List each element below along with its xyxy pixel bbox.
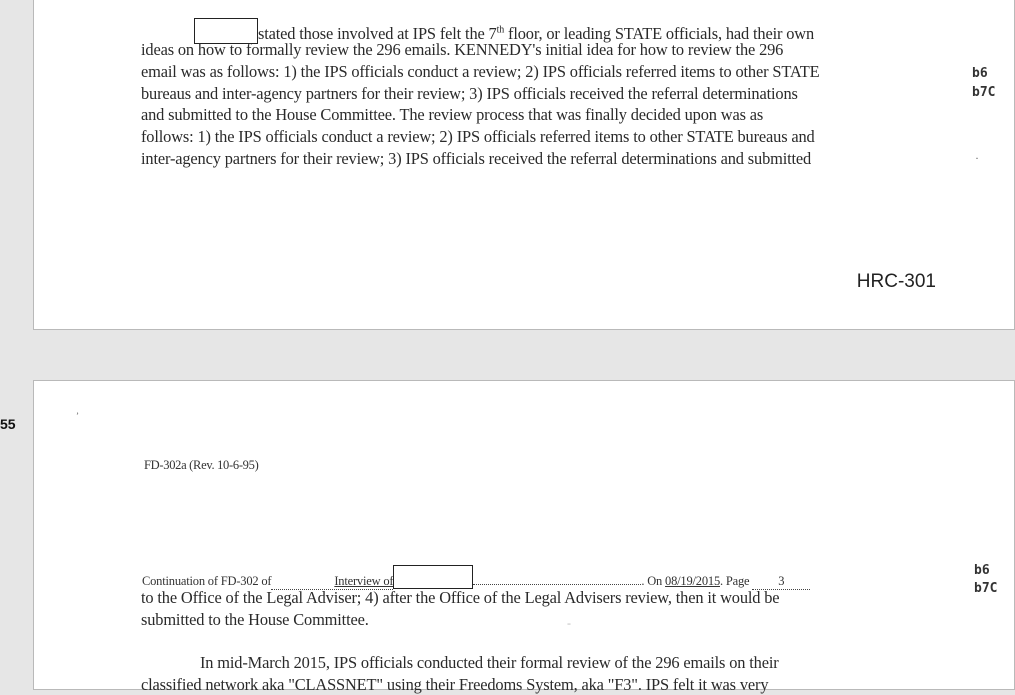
text-line: inter-agency partners for their review; 3) IPS officials received the referral determinations and submitted	[141, 149, 812, 168]
exemption-codes	[974, 563, 997, 597]
continuation-prefix: Continuation of FD-302 of	[142, 574, 272, 588]
superscript: th	[496, 24, 505, 36]
on-label: . On	[641, 574, 663, 588]
text-line: In mid-March 2015, IPS officials conducted their formal review of the 296 emails on their	[200, 653, 779, 672]
document-page-upper	[33, 0, 1015, 330]
text-line: email was as follows: 1) the IPS officials conduct a review; 2) IPS officials referred items to other STATE	[141, 62, 820, 81]
text-fragment: floor, or leading STATE officials, had their own	[504, 24, 815, 43]
page-label: . Page	[720, 574, 750, 588]
text-line: and submitted to the House Committee. The review process that was finally decided upon was as	[141, 105, 764, 124]
exemption-code-b7c: b7C	[972, 85, 996, 100]
bates-number: HRC-301	[856, 271, 936, 292]
exemption-codes	[972, 66, 995, 101]
text-fragment: stated those involved at IPS felt the 7	[258, 24, 497, 43]
continuation-header	[142, 565, 810, 590]
form-id: FD-302a (Rev. 10-6-95)	[144, 458, 259, 472]
speck: ʼ	[76, 411, 79, 421]
side-page-number: 55	[0, 416, 16, 432]
text-line: ideas on how to formally review the 296 emails. KENNEDY's initial idea for how to review the 296	[141, 40, 784, 59]
document-page-lower	[33, 380, 1015, 694]
redaction-box	[393, 565, 473, 589]
text-line: follows: 1) the IPS officials conduct a review; 2) IPS officials referred items to other STATE bureaus and	[141, 127, 815, 146]
exemption-code-b7c: b7C	[974, 581, 998, 596]
exemption-code-b6: b6	[974, 563, 990, 578]
text-line: classified network aka "CLASSNET" using their Freedoms System, aka "F3". IPS felt it was very	[141, 675, 769, 694]
speck: -	[567, 616, 571, 630]
page-number: 3	[752, 574, 810, 590]
text-line: bureaus and inter-agency partners for their review; 3) IPS officials received the referral determinations	[141, 84, 798, 103]
speck: ·	[975, 151, 979, 165]
exemption-code-b6: b6	[972, 66, 988, 81]
text-line: to the Office of the Legal Adviser; 4) after the Office of the Legal Advisers review, then it would be	[141, 588, 780, 607]
text-line: submitted to the House Committee.	[141, 610, 369, 629]
interview-label: Interview of	[334, 574, 394, 588]
interview-date: 08/19/2015	[665, 574, 720, 588]
name-fill	[473, 584, 641, 585]
